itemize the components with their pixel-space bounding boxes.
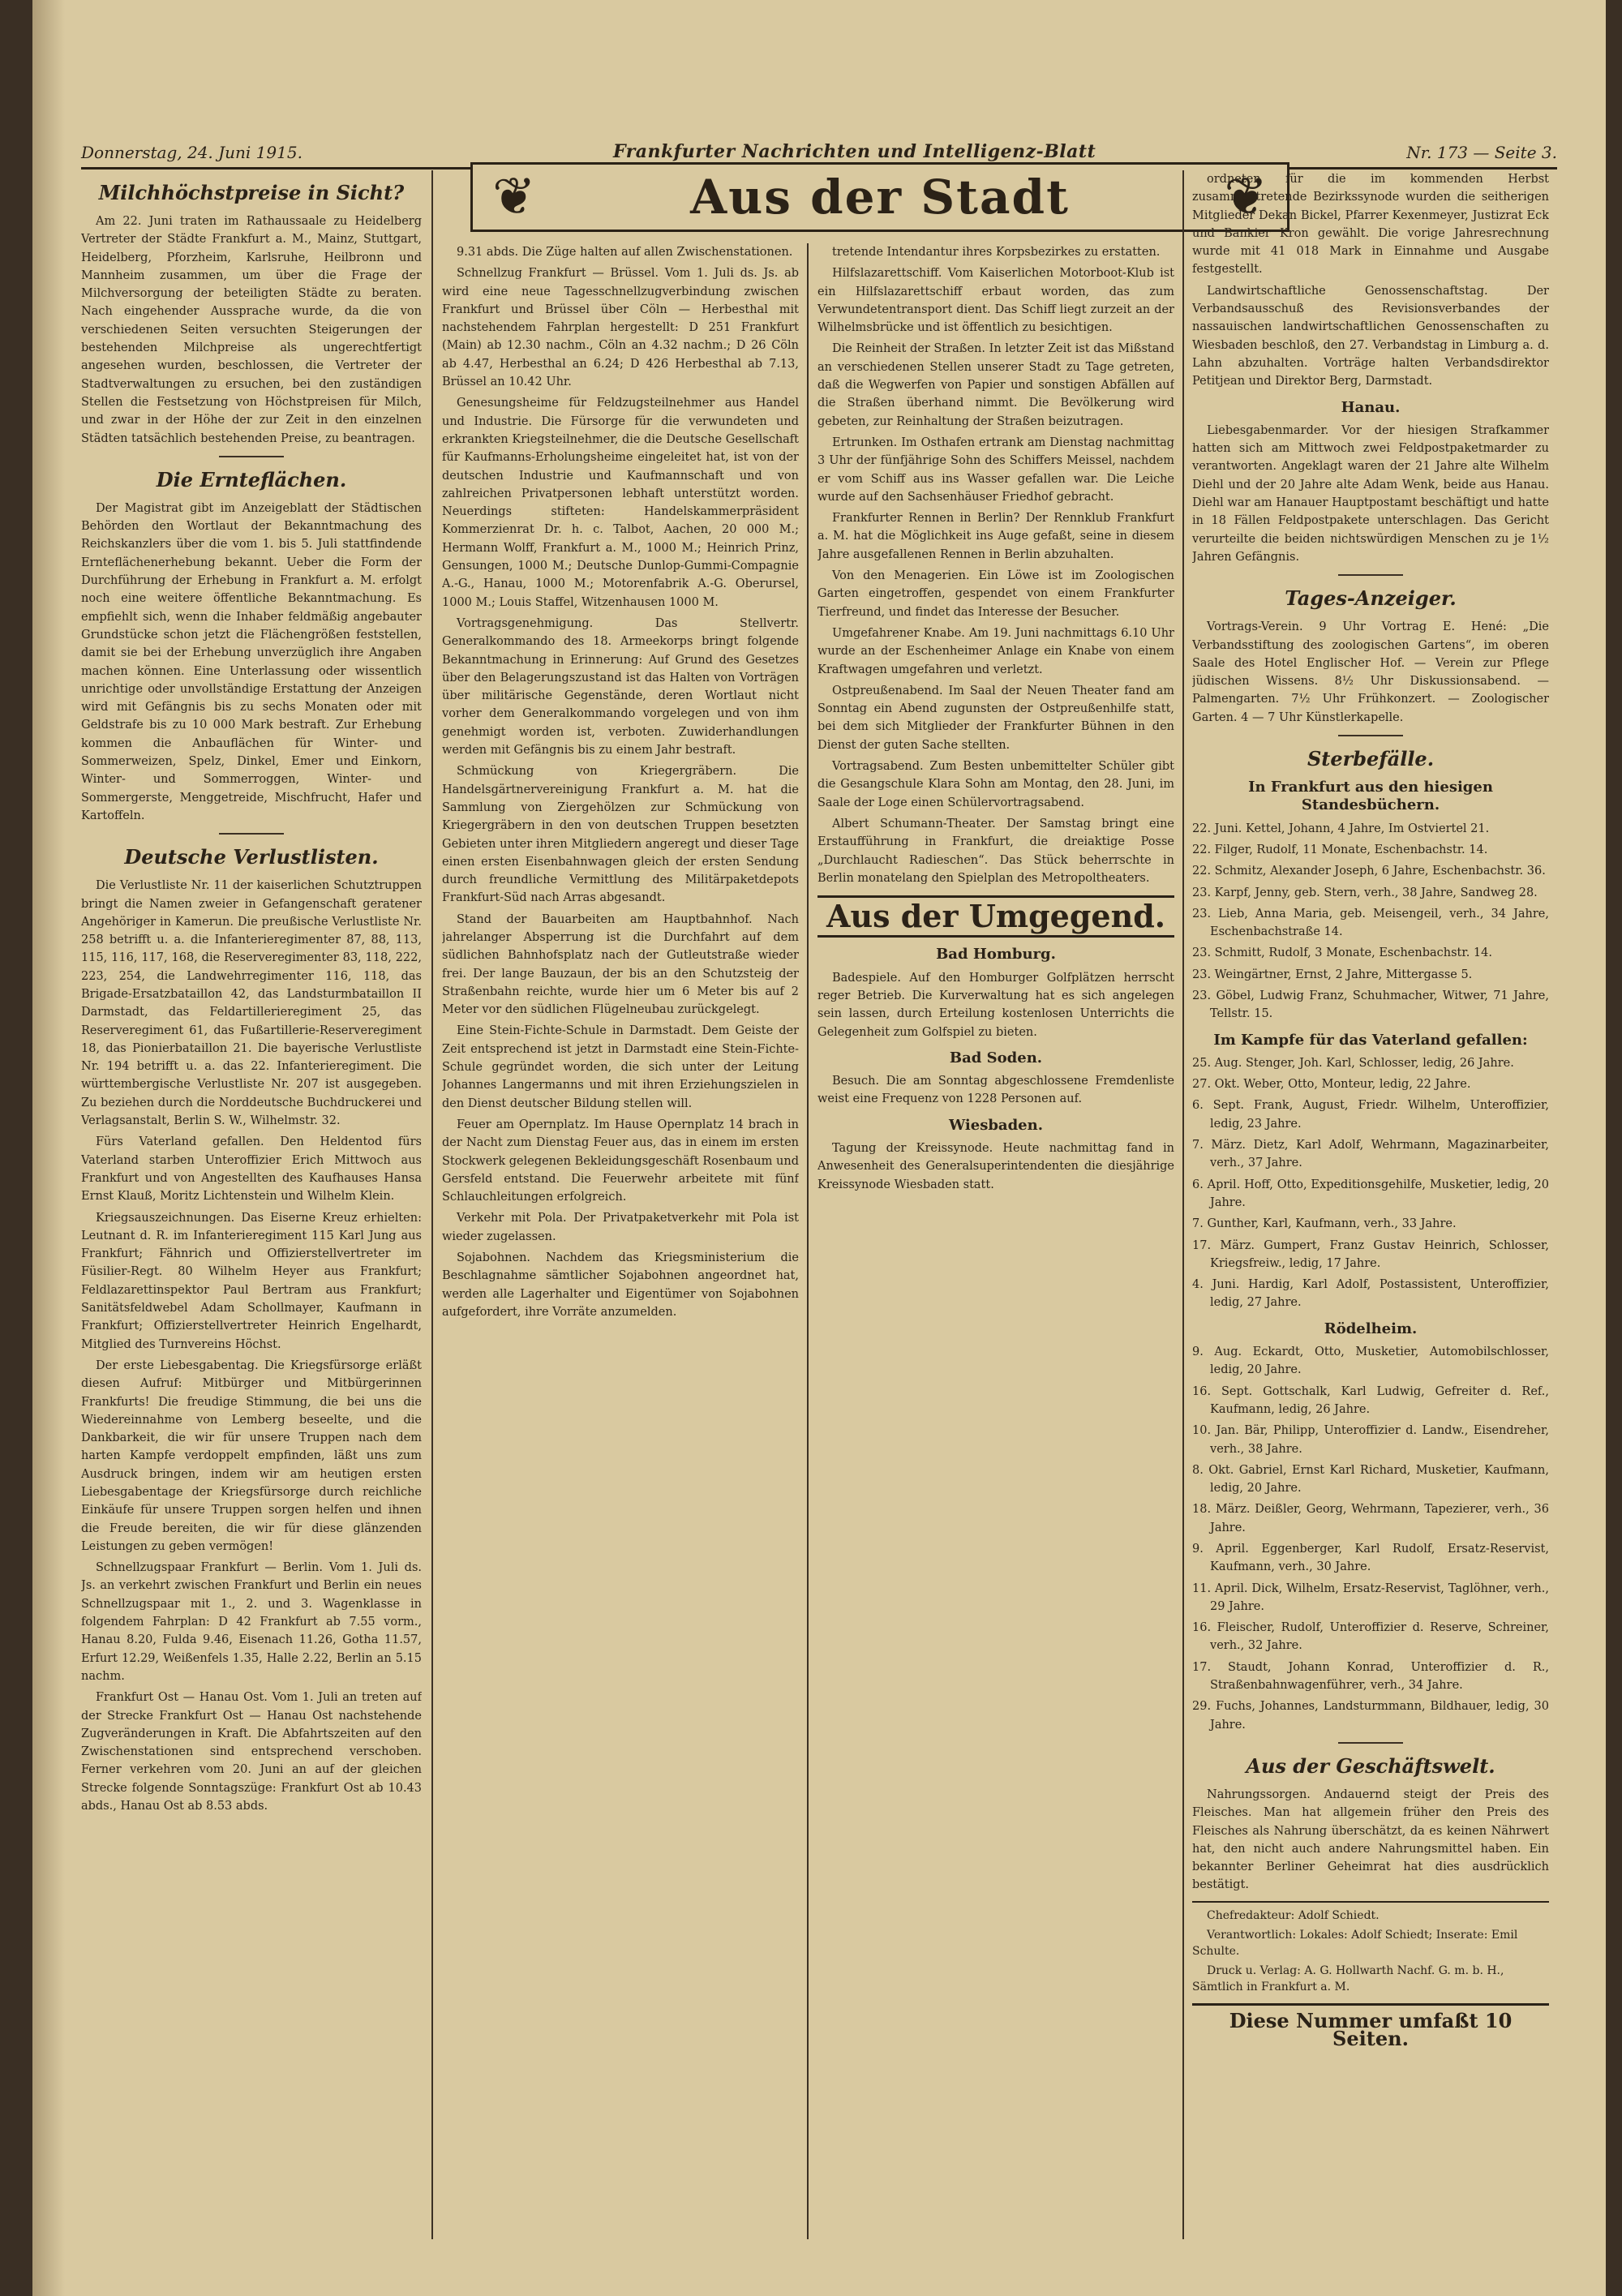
- column-4: [1192, 167, 1549, 2239]
- section-umgegend: Aus der Umgegend.: [817, 895, 1174, 938]
- article-text: 9.31 abds. Die Züge halten auf allen Zwischenstationen.: [457, 246, 793, 259]
- article-text: Stand der Bauarbeiten am Hauptbahnhof. Nach jahrelanger Absperrung ist die Durchfahrt auf dem südlichen Bahnhofsplatz nach der Gutleutstraße wieder frei. Der lange Bauzaun, der bis an den Schutzsteig der Straßenbahn reichte, wurde hier um 6 Meter bis auf 2 Meter vor den südlichen Flügelneubau zurückgelegt.: [442, 912, 799, 1017]
- newspaper-page: [32, 0, 1606, 2296]
- list-entry: 7. Gunther, Karl, Kaufmann, verh., 33 Jahre.: [1192, 1217, 1457, 1231]
- article-text: Der erste Liebesgabentag. Die Kriegsfürsorge erläßt diesen Aufruf: Mitbürger und Mitbürgerinnen Frankfurts! Die freudige Stimmung, die bei uns die Wiedereinnahme von Lemberg beseelte, und die Dankbarkeit, die wir für unsere Truppen nach dem harten Kampfe verdoppelt empfinden, läßt uns zum Ausdruck bringen, indem wir am heutigen ersten Liebesgabentage der Kriegsfürsorge durch reichliche Einkäufe für unsere Truppen sorgen helfen und ihnen die Freude bereiten, die wir für diese glänzenden Leistungen zu geben vermögen!: [81, 1358, 422, 1553]
- article-text: ordneten für die im kommenden Herbst zusammentretende Bezirkssynode wurden die seitherigen Mitglieder Dekan Bickel, Pfarrer Kexenmeyer, Justizrat Eck und Bankier Kron gewählt. Die vorige Jahresrechnung wurde mit 41 018 Mark in Einnahme und Ausgabe festgestellt.: [1192, 173, 1549, 277]
- article-text: Verkehr mit Pola. Der Privatpaketverkehr mit Pola ist wieder zugelassen.: [442, 1212, 799, 1243]
- article-text: Ostpreußenabend. Im Saal der Neuen Theater fand am Sonntag ein Abend zugunsten der Ostpreußenhilfe statt, bei dem sich Mitglieder der Frankfurter Bühnen in den Dienst der guten Sache stellten.: [817, 684, 1174, 752]
- headline: Tages-Anzeiger.: [1285, 586, 1457, 611]
- column-rule: [1182, 170, 1184, 2239]
- subheading: Bad Homburg.: [936, 946, 1056, 963]
- divider: [219, 456, 284, 457]
- column-1: [81, 170, 422, 2239]
- article-text: Am 22. Juni traten im Rathaussaale zu Heidelberg Vertreter der Städte Frankfurt a. M., Mainz, Stuttgart, Heidelberg, Pforzheim, Karlsruhe, Heilbronn und Mannheim zusammen, um über die Frage der Milchversorgung der beteiligten Städte zu beraten. Nach eingehender Aussprache wurde, da die von verschiedenen Seiten versuchten Steigerungen der bestehenden Milchpreise als ungerechtfertigt angesehen wurden, beschlossen, die Vertreter der Stadtverwaltungen zu ersuchen, bei den zuständigen Stellen die Festsetzung von Höchstpreisen für Milch, und zwar in der Höhe der zur Zeit in den einzelnen Städten tatsächlich bestehenden Preise, zu beantragen.: [81, 215, 422, 445]
- list-entry: 8. Okt. Gabriel, Ernst Karl Richard, Musketier, Kaufmann, ledig, 20 Jahre.: [1192, 1463, 1549, 1496]
- list-entry: Druck u. Verlag: A. G. Hollwarth Nachf. G. m. b. H., Sämtlich in Frankfurt a. M.: [1192, 1963, 1504, 1993]
- divider: [219, 833, 284, 835]
- article-text: Kriegsauszeichnungen. Das Eiserne Kreuz erhielten: Leutnant d. R. im Infanterieregiment 115 Karl Jung aus Frankfurt; Fähnrich und Offizierstellvertreter im Füsilier-Regt. 80 Wilhelm Heyer aus Frankfurt; Feldlazarettinspektor Paul Bertram aus Frankfurt; Sanitätsfeldwebel Adam Schollmayer, Kaufmann in Frankfurt; Offizierstellvertreter Heinrich Engelhardt, Mitglied des Turnvereins Höchst.: [81, 1211, 422, 1351]
- list-entry: 18. März. Deißler, Georg, Wehrmann, Tapezierer, verh., 36 Jahre.: [1192, 1503, 1549, 1534]
- column-rule: [807, 243, 809, 2239]
- subheading: In Frankfurt aus den hiesigen Standesbüchern.: [1248, 779, 1493, 814]
- list-entry: Chefredakteur: Adolf Schiedt.: [1207, 1908, 1380, 1922]
- right-ornament-icon: ❦: [1224, 167, 1268, 227]
- article-text: Die Verlustliste Nr. 11 der kaiserlichen Schutztruppen bringt die Namen zweier in Gefangenschaft geratener Angehöriger in Kamerun. Die preußische Verlustliste Nr. 258 betrifft u. a. die Infanterieregimenter 87, 88, 113, 115, 116, 117, 168, die Reserveregimenter 83, 118, 222, 223, 254, die Landwehrregimenter 116, 118, das Brigade-Ersatzbataillon 42, das Landsturmbataillon II Darmstadt, das Feldartillerieregiment 25, das Reserveregiment 61, das Fußartillerie-Reserveregiment 18, das Pionierbataillon 21. Die bayerische Verlustliste Nr. 194 betrifft u. a. das 22. Infanterieregiment. Die württembergische Verlustliste Nr. 207 ist ausgegeben. Zu beziehen durch die Norddeutsche Buchdruckerei und Verlagsanstalt, Berlin S. W., Wilhelmstr. 32.: [81, 879, 422, 1128]
- list-entry: 16. Sept. Gottschalk, Karl Ludwig, Gefreiter d. Ref., Kaufmann, ledig, 26 Jahre.: [1192, 1384, 1549, 1416]
- headline: Deutsche Verlustlisten.: [124, 845, 379, 869]
- imprint: [1192, 1901, 1549, 1995]
- article-text: Frankfurter Rennen in Berlin? Der Rennklub Frankfurt a. M. hat die Möglichkeit ins Auge gefaßt, seine in diesem Jahre ausgefallenen Rennen in Berlin abzuhalten.: [817, 512, 1174, 561]
- list-entry: 4. Juni. Hardig, Karl Adolf, Postassistent, Unteroffizier, ledig, 27 Jahre.: [1192, 1278, 1549, 1310]
- article-text: Hilfslazarettschiff. Vom Kaiserlichen Motorboot-Klub ist ein Hilfslazarettschiff erbaut worden, das zum Verwundetentransport dient. Das Schiff liegt zurzeit an der Wilhelmsbrücke und ist öffentlich zu besichtigen.: [817, 267, 1174, 335]
- death-list-1: [1192, 820, 1549, 1024]
- divider: [1338, 735, 1403, 736]
- section-title: Aus der Stadt: [690, 170, 1070, 225]
- issue-number: Nr. 173 — Seite 3.: [1406, 143, 1557, 162]
- list-entry: Verantwortlich: Lokales: Adolf Schiedt; Inserate: Emil Schulte.: [1192, 1928, 1518, 1958]
- divider: [1338, 574, 1403, 576]
- column-2: [442, 243, 799, 2239]
- article-text: Feuer am Opernplatz. Im Hause Opernplatz 14 brach in der Nacht zum Dienstag Feuer aus, das in einem im ersten Stockwerk gelegenen Bekleidungsgeschäft Rosenbaum und Gersfeld entstand. Die Feuerwehr arbeitete mit fünf Schlauchleitungen erfolgreich.: [442, 1118, 799, 1204]
- article-text: Albert Schumann-Theater. Der Samstag bringt eine Erstaufführung in Frankfurt, die dreiaktige Posse „Durchlaucht Radieschen“. Das Stück beherrschte in Berlin monatelang den Spielplan des Metropoltheaters.: [817, 817, 1174, 885]
- list-entry: 10. Jan. Bär, Philipp, Unteroffizier d. Landw., Eisendreher, verh., 38 Jahre.: [1192, 1424, 1549, 1456]
- article-text: Frankfurt Ost — Hanau Ost. Vom 1. Juli an treten auf der Strecke Frankfurt Ost — Hanau Ost nachstehende Zugveränderungen in Kraft. Die Abfahrtszeiten auf den Zwischenstationen sind entsprechend verschoben. Ferner verkehren vom 20. Juni an auf der gleichen Strecke folgende Sonntagszüge: Frankfurt Ost ab 10.43 abds., Hanau Ost ab 8.53 abds.: [81, 1691, 422, 1813]
- list-entry: 6. Sept. Frank, August, Friedr. Wilhelm, Unteroffizier, ledig, 23 Jahre.: [1192, 1099, 1549, 1131]
- list-entry: 23. Schmitt, Rudolf, 3 Monate, Eschenbachstr. 14.: [1192, 946, 1492, 960]
- death-list-3: [1192, 1343, 1549, 1734]
- article-text: Badespiele. Auf den Homburger Golfplätzen herrscht reger Betrieb. Die Kurverwaltung hat es sich angelegen sein lassen, durch Erteilung kostenlosen Unterrichts die Gelegenheit zum Golfspiel zu bieten.: [817, 971, 1174, 1039]
- list-entry: 22. Schmitz, Alexander Joseph, 6 Jahre, Eschenbachstr. 36.: [1192, 865, 1546, 878]
- article-text: Von den Menagerien. Ein Löwe ist im Zoologischen Garten eingetroffen, gespendet von einem Frankfurter Tierfreund, und findet das Interesse der Besucher.: [817, 569, 1174, 619]
- article-text: Die Reinheit der Straßen. In letzter Zeit ist das Mißstand an verschiedenen Stellen unserer Stadt zu Tage getreten, daß die Wegwerfen von Papier und sonstigen Abfällen auf die Straßen überhand nimmt. Die Bevölkerung wird gebeten, zur Reinhaltung der Straßen beizutragen.: [817, 342, 1174, 428]
- list-entry: 9. April. Eggenberger, Karl Rudolf, Ersatz-Reservist, Kaufmann, verh., 30 Jahre.: [1192, 1543, 1549, 1574]
- list-entry: 16. Fleischer, Rudolf, Unteroffizier d. Reserve, Schreiner, verh., 32 Jahre.: [1192, 1621, 1549, 1653]
- headline: Sterbefälle.: [1307, 747, 1435, 771]
- subheading: Wiesbaden.: [949, 1116, 1043, 1134]
- column-rule: [431, 170, 433, 2239]
- list-entry: 17. Staudt, Johann Konrad, Unteroffizier d. R., Straßenbahnwagenführer, verh., 34 Jahre.: [1192, 1660, 1549, 1693]
- subheading: Im Kampfe für das Vaterland gefallen:: [1213, 1031, 1528, 1049]
- list-entry: 11. April. Dick, Wilhelm, Ersatz-Reservist, Taglöhner, verh., 29 Jahre.: [1192, 1581, 1549, 1613]
- list-entry: 7. März. Dietz, Karl Adolf, Wehrmann, Magazinarbeiter, verh., 37 Jahre.: [1192, 1139, 1549, 1170]
- list-entry: 17. März. Gumpert, Franz Gustav Heinrich, Schlosser, Kriegsfreiw., ledig, 17 Jahre.: [1192, 1238, 1549, 1270]
- page-count-note: Diese Nummer umfaßt 10 Seiten.: [1192, 2003, 1549, 2049]
- subheading: Hanau.: [1341, 398, 1401, 416]
- article-text: Fürs Vaterland gefallen. Den Heldentod fürs Vaterland starben Unteroffizier Erich Mittwoch aus Frankfurt und von Angestellten des Kaufhauses Hansa Ernst Klauß, Moritz Lichtenstein und Wilhelm Klein.: [81, 1135, 422, 1204]
- death-list-2: [1192, 1054, 1549, 1312]
- article-text: Vortrags-Verein. 9 Uhr Vortrag E. Hené: „Die Verbandsstiftung des zoologischen Gartens“, im oberen Saale des Hotel Englischer Hof. — Verein zur Pflege jüdischen Wissens. 8½ Uhr Diskussionsabend. — Palmengarten. 7½ Uhr Frühkonzert. — Zoologischer Garten. 4 — 7 Uhr Künstlerkapelle.: [1192, 620, 1549, 724]
- subheading: Rödelheim.: [1324, 1320, 1418, 1337]
- subheading: Bad Soden.: [949, 1049, 1043, 1066]
- article-text: Ertrunken. Im Osthafen ertrank am Dienstag nachmittag 3 Uhr der fünfjährige Sohn des Schiffers Meissel, nachdem er vom Schiff aus ins Wasser gefallen war. Die Leiche wurde auf den Sachsenhäuser Friedhof gebracht.: [817, 436, 1174, 504]
- article-text: Eine Stein-Fichte-Schule in Darmstadt. Dem Geiste der Zeit entsprechend ist jetzt in Darmstadt eine Stein-Fichte-Schule gegründet worden, die sich unter der Leitung Johannes Langermanns und mit ihren Erziehungszielen in den Dienst deutscher Bildung stellen will.: [442, 1024, 799, 1110]
- article-text: Sojabohnen. Nachdem das Kriegsministerium die Beschlagnahme sämtlicher Sojabohnen angeordnet hat, werden alle Lagerhalter und Eigentümer von Sojabohnen aufgefordert, ihre Vorräte anzumelden.: [442, 1251, 799, 1319]
- list-entry: 27. Okt. Weber, Otto, Monteur, ledig, 22 Jahre.: [1192, 1078, 1471, 1092]
- article-text: Besuch. Die am Sonntag abgeschlossene Fremdenliste weist eine Frequenz von 1228 Personen auf.: [817, 1075, 1174, 1106]
- list-entry: 29. Fuchs, Johannes, Landsturmmann, Bildhauer, ledig, 30 Jahre.: [1192, 1700, 1549, 1732]
- list-entry: 23. Lieb, Anna Maria, geb. Meisengeil, verh., 34 Jahre, Eschenbachstraße 14.: [1192, 907, 1549, 939]
- section-banner: [470, 162, 1289, 232]
- headline: Milchhöchstpreise in Sicht?: [98, 181, 405, 204]
- list-entry: 22. Filger, Rudolf, 11 Monate, Eschenbachstr. 14.: [1192, 843, 1488, 856]
- article-text: Vortragsabend. Zum Besten unbemittelter Schüler gibt die Gesangschule Klara Sohn am Montag, den 28. Juni, im Saale der Loge einen Schülervortragsabend.: [817, 760, 1174, 809]
- article-text: Schmückung von Kriegergräbern. Die Handelsgärtnervereinigung Frankfurt a. M. hat die Sammlung von Ziergehölzen zur Schmückung von Kriegergräbern in den von deutschen Truppen besetzten Gebieten unter ihren Mitgliedern angeregt und dieser Tage einen ersten Eisenbahnwagen gleich der ersten Sendung durch freundliche Vermittlung des Militärpaketdepots Frankfurt-Süd nach Arras abgesandt.: [442, 765, 799, 905]
- left-ornament-icon: ❦: [492, 167, 536, 227]
- article-text: Der Magistrat gibt im Anzeigeblatt der Städtischen Behörden den Wortlaut der Bekanntmachung des Reichskanzlers über die vom 1. bis 5. Juli stattfindende Ernteflächenerhebung bekannt. Ueber die Form der Durchführung der Erhebung in Frankfurt a. M. erfolgt noch eine weitere öffentliche Bekanntmachung. Es empfiehlt sich, wenn die Inhaber feldmäßig angebauter Grundstücke schon jetzt die Flächengrößen feststellen, damit sie bei der Erhebung unverzüglich ihre Angaben machen können. Eine Unterlassung oder wissentlich unrichtige oder unvollständige Erstattung der Anzeigen wird mit Gefängnis bis zu sechs Monaten oder mit Geldstrafe bis zu 10 000 Mark bestraft. Zur Erhebung kommen die Anbauflächen für Winter- und Sommerweizen, Spelz, Dinkel, Emer und Einkorn, Winter- und Sommerroggen, Winter- und Sommergerste, Menggetreide, Mischfrucht, Hafer und Kartoffeln.: [81, 501, 422, 822]
- article-text: Vortragsgenehmigung. Das Stellvertr. Generalkommando des 18. Armeekorps bringt folgende Bekanntmachung in Erinnerung: Auf Grund des Gesetzes über den Belagerungszustand ist das Halten von Vorträgen über militärische Gegenstände, deren Wortlaut nicht vorher dem Generalkommando vorgelegen und von ihm genehmigt worden ist, verboten. Zuwiderhandlungen werden mit Gefängnis bis zu einem Jahr bestraft.: [442, 616, 799, 757]
- article-text: Tagung der Kreissynode. Heute nachmittag fand in Anwesenheit des Generalsuperintendenten die diesjährige Kreissynode Wiesbaden statt.: [817, 1142, 1174, 1191]
- newspaper-title: Frankfurter Nachrichten und Intelligenz-Blatt: [612, 141, 1096, 162]
- divider: [1338, 1742, 1403, 1744]
- article-text: Genesungsheime für Feldzugsteilnehmer aus Handel und Industrie. Die Fürsorge für die verwundeten und erkrankten Kriegsteilnehmer, die die Deutsche Gesellschaft für Kaufmanns-Erholungsheime eingeleitet hat, ist von der deutschen Industrie und Kaufmannschaft und von zahlreichen Privatpersonen lebhaft unterstützt worden. Neuerdings stifteten: Handelskammerpräsident Kommerzienrat Dr. h. c. Talbot, Aachen, 20 000 M.; Hermann Wolff, Frankfurt a. M., 1000 M.; Heinrich Prinz, Gensungen, 1000 M.; Deutsche Dunlop-Gummi-Compagnie A.-G., Hanau, 1000 M.; Motorenfabrik A.-G. Oberursel, 1000 M.; Louis Staffel, Witzenhausen 1000 M.: [442, 397, 799, 609]
- list-entry: 6. April. Hoff, Otto, Expeditionsgehilfe, Musketier, ledig, 20 Jahre.: [1192, 1178, 1549, 1209]
- headline: Die Ernteflächen.: [156, 467, 347, 491]
- article-text: Landwirtschaftliche Genossenschaftstag. Der Verbandsausschuß des Revisionsverbandes der nassauischen landwirtschaftlichen Genossenschaften zu Wiesbaden beschloß, den 27. Verbandstag in Limburg a. d. Lahn abzuhalten. Vorträge halten Verbandsdirektor Petitjean und Direktor Berg, Darmstadt.: [1192, 284, 1549, 388]
- article-text: Schnellzug Frankfurt — Brüssel. Vom 1. Juli ds. Js. ab wird eine neue Tagesschnellzugverbindung zwischen Frankfurt und Brüssel über Cöln — Herbesthal mit nachstehendem Fahrplan hergestellt: D 251 Frankfurt (Main) ab 12.30 nachm., Cöln an 4.32 nachm.; D 26 Cöln ab 4.47, Herbesthal an 6.24; D 426 Herbesthal ab 7.13, Brüssel an 10.42 Uhr.: [442, 267, 799, 389]
- article-text: Liebesgabenmarder. Vor der hiesigen Strafkammer hatten sich am Mittwoch zwei Feldpostpaketmarder zu verantworten. Angeklagt waren der 21 Jahre alte Wilhelm Diehl und der 20 Jahre alte Adam Wenk, beide aus Hanau. Diehl war am Hanauer Hauptpostamt beschäftigt und hatte in 18 Fällen Feldpostpakete unterschlagen. Das Gericht verurteilte die beiden nichtswürdigen Menschen zu je 1½ Jahren Gefängnis.: [1192, 423, 1549, 564]
- headline: Aus der Geschäftswelt.: [1246, 1753, 1495, 1778]
- list-entry: 22. Juni. Kettel, Johann, 4 Jahre, Im Ostviertel 21.: [1192, 822, 1490, 835]
- column-3: [817, 243, 1174, 2239]
- list-entry: 23. Karpf, Jenny, geb. Stern, verh., 38 Jahre, Sandweg 28.: [1192, 886, 1538, 899]
- list-entry: 9. Aug. Eckardt, Otto, Musketier, Automobilschlosser, ledig, 20 Jahre.: [1192, 1345, 1549, 1377]
- article-text: tretende Intendantur ihres Korpsbezirkes zu erstatten.: [832, 246, 1161, 259]
- article-text: Schnellzugspaar Frankfurt — Berlin. Vom 1. Juli ds. Js. an verkehrt zwischen Frankfurt und Berlin ein neues Schnellzugspaar mit 1., 2. und 3. Wagenklasse in folgendem Fahrplan: D 42 Frankfurt ab 7.55 vorm., Hanau 8.20, Fulda 9.46, Eisenach 11.26, Gotha 11.57, Erfurt 12.29, Weißenfels 1.35, Halle 2.22, Berlin an 5.15 nachm.: [81, 1561, 422, 1683]
- article-text: Nahrungssorgen. Andauernd steigt der Preis des Fleisches. Man hat allgemein früher den Preis des Fleisches als Nahrung überschätzt, da es keinen Nährwert hat, den nicht auch andere Nahrungsmittel haben. Ein bekannter Berliner Geheimrat hat dies ausdrücklich bestätigt.: [1192, 1787, 1549, 1892]
- article-text: Umgefahrener Knabe. Am 19. Juni nachmittags 6.10 Uhr wurde an der Eschenheimer Anlage ein Knabe von einem Kraftwagen umgefahren und verletzt.: [817, 626, 1174, 676]
- issue-date: Donnerstag, 24. Juni 1915.: [81, 143, 303, 162]
- list-entry: 23. Weingärtner, Ernst, 2 Jahre, Mittergasse 5.: [1192, 968, 1473, 981]
- list-entry: 23. Göbel, Ludwig Franz, Schuhmacher, Witwer, 71 Jahre, Tellstr. 15.: [1192, 989, 1549, 1021]
- list-entry: 25. Aug. Stenger, Joh. Karl, Schlosser, ledig, 26 Jahre.: [1192, 1056, 1514, 1070]
